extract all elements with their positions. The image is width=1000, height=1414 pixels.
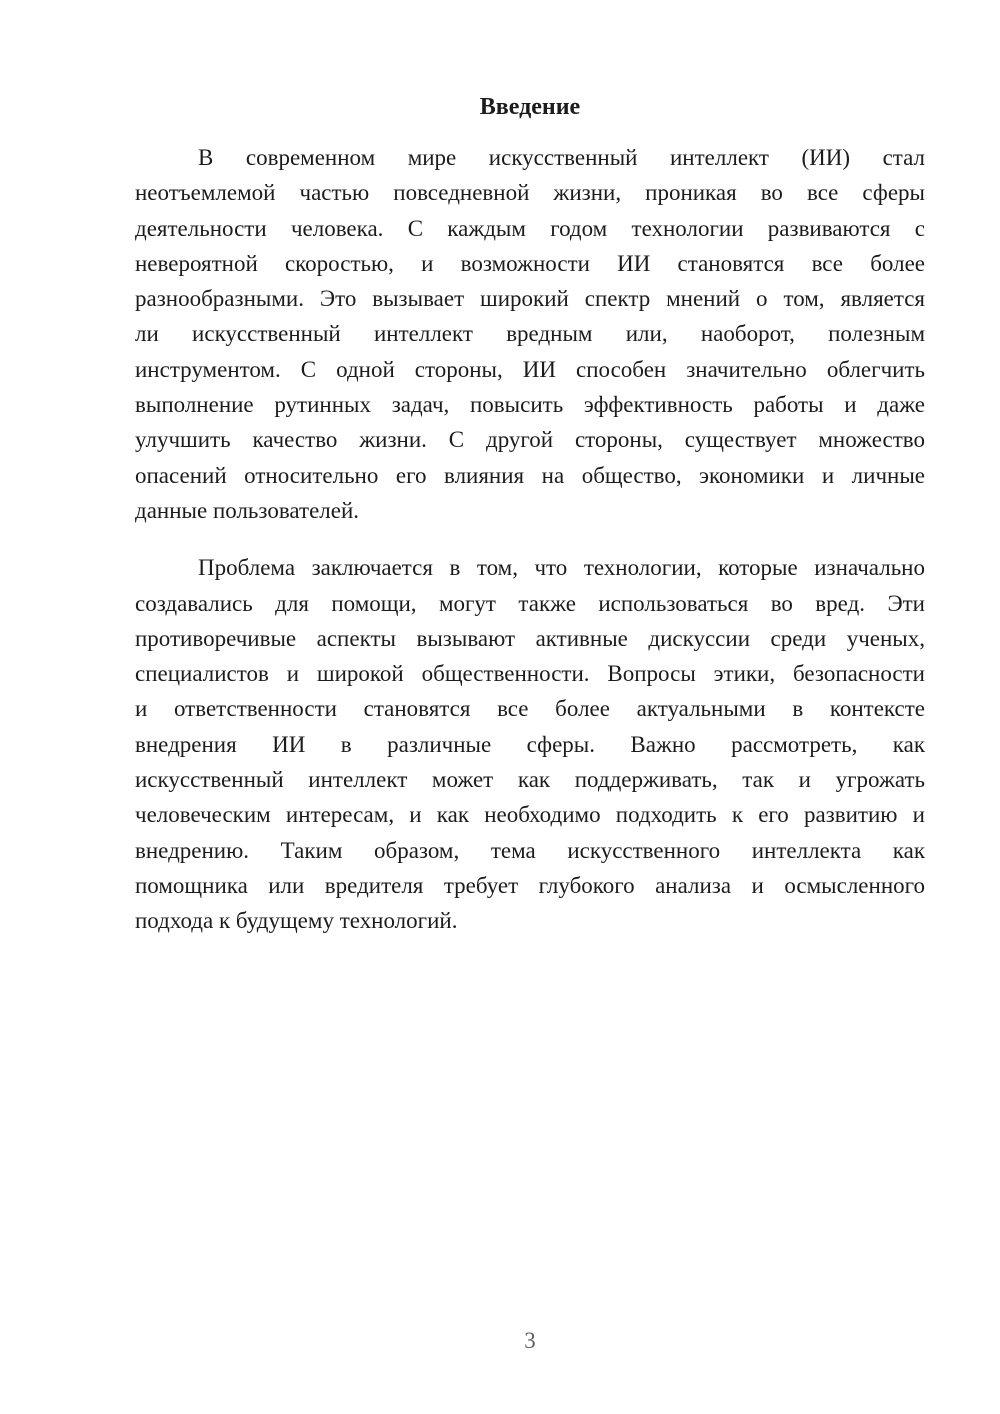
text-line: данные пользователей. [135, 497, 360, 523]
text-line: разнообразными. Это вызывает широкий спектр мнений о том, является [135, 286, 925, 312]
page-number: 3 [524, 1328, 536, 1353]
text-line: деятельности человека. С каждым годом технологии развиваются с [135, 215, 925, 241]
text-line: человеческим интересам, и как необходимо подходить к его развитию и [135, 802, 925, 828]
text-line: невероятной скоростью, и возможности ИИ становятся все более [135, 250, 925, 276]
text-line: В современном мире искусственный интеллект (ИИ) стал [198, 145, 925, 170]
paragraph [135, 140, 925, 528]
text-line: улучшить качество жизни. С другой стороны, существует множество [135, 427, 925, 453]
page-title: Введение [479, 94, 581, 120]
text-line: специалистов и широкой общественности. Вопросы этики, безопасности [135, 661, 925, 687]
text-line: подхода к будущему технологий. [135, 908, 458, 934]
text-line: неотъемлемой частью повседневной жизни, проникая во все сферы [135, 180, 925, 206]
text-line: внедрения ИИ в различные сферы. Важно рассмотреть, как [135, 731, 925, 757]
text-line: и ответственности становятся все более актуальными в контексте [135, 696, 925, 722]
text-line: помощника или вредителя требует глубокого анализа и осмысленного [135, 872, 925, 898]
text-line: инструментом. С одной стороны, ИИ способен значительно облегчить [135, 356, 925, 382]
text-line: искусственный интеллект может как поддерживать, так и угрожать [135, 767, 925, 793]
text-line: противоречивые аспекты вызывают активные дискуссии среди ученых, [135, 625, 925, 651]
text-column [135, 0, 925, 939]
text-line: Проблема заключается в том, что технологии, которые изначально [198, 555, 925, 581]
text-line: ли искусственный интеллект вредным или, наоборот, полезным [135, 321, 925, 347]
text-body [135, 140, 925, 939]
text-line: создавались для помощи, могут также использоваться во вред. Эти [135, 590, 925, 616]
text-line: опасений относительно его влияния на общество, экономики и личные [135, 462, 925, 488]
text-line: выполнение рутинных задач, повысить эффективность работы и даже [135, 392, 925, 418]
text-line: внедрению. Таким образом, тема искусственного интеллекта как [135, 837, 925, 863]
paragraph [135, 550, 925, 938]
